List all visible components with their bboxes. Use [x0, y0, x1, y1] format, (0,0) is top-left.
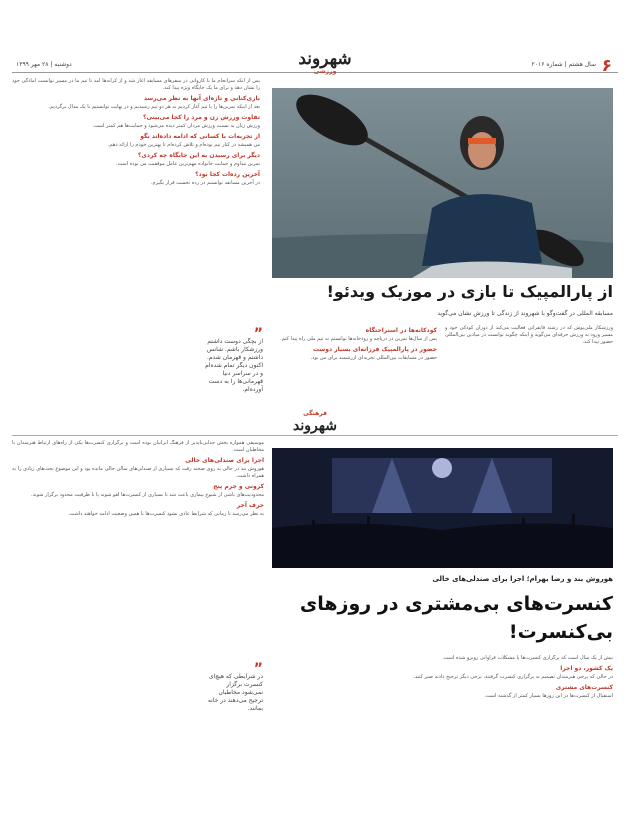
paragraph: استقبال از کنسرت‌ها در این روزها بسیار کمتر از گذشته است. — [484, 693, 613, 699]
article-headline: کنسرت‌های بی‌مشتری در روزهای بی‌کنسرت! — [299, 593, 613, 643]
paragraph: بیش از یک سال است که برگزاری کنسرت‌ها با مشکلات فراوانی روبرو شده است. — [442, 655, 613, 661]
paragraph: بعد از اینکه تمرین‌ها را با تیم آغاز کردیم به هر دو تیم رسیدیم و در نهایت توانستیم با یک مدال برگردیم. — [48, 104, 260, 110]
subheading: کنسرت‌های مشتری — [555, 684, 613, 691]
quote-text: از بچگی دوست داشتم ورزشکار باشم. شانس داشتم و قهرمان شدم. اکنون دیگر تمام شده‌ام و در سراسر دنیا قهرمانی‌ها را به دست آورده‌ام. — [205, 338, 263, 393]
subheading: بازی‌کنانی و تازه‌ای آنها به نظر می‌رسد — [143, 95, 260, 102]
subheading: تفاوت ورزش زن و مرد را کجا می‌بینی؟ — [142, 114, 260, 121]
subheading: کودکانه‌ها در استراحتگاه — [365, 327, 437, 334]
section-divider — [12, 435, 618, 436]
paragraph: پس از آنکه سرانجام ما با کاروانی در سفرهای مسابقه آغاز شد و از کرانه‌ها آمد تا تیم ما در مسیر توانست آمادگی خود را نشان دهد و برای ما یک جایگاه ویژه پیدا کند. — [12, 78, 260, 91]
subheading: اجرا برای صندلی‌های خالی — [185, 457, 264, 464]
paragraph: من همیشه در کنار تیم بوده‌ام و تلاش کرده‌ام تا بهترین خودم را ارائه دهم. — [107, 142, 260, 148]
subheading: کرونی و جرم پنج — [213, 483, 264, 490]
paragraph: در آخرین مسابقه توانستم در رده نخست قرار بگیرم. — [150, 180, 260, 186]
paragraph: حضور در مسابقات بین‌المللی تجربه‌ای ارزشمند برای من بود. — [310, 355, 437, 361]
section-label: ورزشی — [313, 68, 337, 75]
paragraph: هوروش بند در حالی به روی صحنه رفت که بسیاری از صندلی‌های سالن خالی مانده بود و این موضوع بحث‌های زیادی را به همراه داشت. — [12, 466, 264, 479]
page-number: ۶ — [601, 56, 612, 76]
article-lead: مسابقه المللی در گفت‌وگو با شهروند از زندگی تا ورزش نشان می‌گوید — [437, 310, 613, 317]
issue-info: سال هشتم | شماره ۲۰۱۶ — [531, 61, 596, 68]
concert-article-body-right — [272, 655, 613, 810]
newspaper-logo — [290, 50, 360, 75]
masthead — [12, 48, 618, 76]
subheading: حضور در پارالمپیک فرزانه‌ای بسیار دوست — [313, 346, 437, 353]
paragraph: ورزشکار ملی‌پوش که در رشته قایقرانی فعالیت می‌کند از دوران کودکی خود و مسیر ورود به ورزش حرفه‌ای می‌گوید و اینکه چگونه توانست در میادین بین‌المللی حضور پیدا کند. — [445, 325, 613, 345]
article-kicker: هوروش بند و رضا بهرام؛ اجرا برای صندلی‌های خالی — [432, 575, 613, 583]
article-body-right — [445, 325, 613, 403]
concert-article-body — [12, 440, 264, 808]
subheading: آخرین رده‌ات کجا بود؟ — [195, 171, 260, 178]
subheading: یک کشور، دو اجرا — [560, 665, 613, 672]
subheading: از تجربه‌ات با کسانی که ادامه داده‌اند بگو — [140, 133, 260, 140]
paragraph: به نظر می‌رسد تا زمانی که شرایط عادی نشود کنسرت‌ها با همین وضعیت ادامه خواهند داشت. — [68, 511, 264, 517]
quote-mark-icon: ” — [253, 326, 263, 342]
paragraph: تمرین مداوم و حمایت خانواده مهم‌ترین عامل موفقیت من بوده است. — [116, 161, 260, 167]
issue-date: دوشنبه | ۲۸ مهر ۱۳۹۹ — [16, 61, 72, 68]
article-body-left — [272, 325, 437, 403]
subheading: حرف آخر — [236, 502, 264, 509]
pull-quote — [205, 326, 263, 394]
kayak-athlete-photo — [272, 88, 613, 278]
paragraph: پس از سال‌ها تمرین در دریاچه و رودخانه‌ها توانستم به تیم ملی راه پیدا کنم. — [280, 336, 437, 342]
paragraph: ورزش زنان به نسبت ورزش مردان کمتر دیده می‌شود و حمایت‌ها هم کمتر است. — [92, 123, 260, 129]
quote-text: در شرایطی که هیچ‌ای کنسرت برگزار نمی‌شود مخاطبان ترجیح می‌دهند در خانه بمانند. — [207, 673, 263, 712]
logo-text: شهروند — [293, 418, 337, 434]
pull-quote — [205, 661, 263, 713]
section-label: فرهنگی — [303, 410, 327, 417]
logo-text: شهروند — [298, 49, 352, 69]
concert-photo — [272, 448, 613, 568]
subheading: دیگر برای رسیدن به این جایگاه چه کردی؟ — [137, 152, 260, 159]
quote-mark-icon: ” — [253, 661, 263, 677]
article-headline: از پارالمپیک تا بازی در موزیک ویدئو! — [326, 282, 613, 301]
paragraph: در حالی که برخی هنرمندان تصمیم به برگزاری کنسرت گرفتند، برخی دیگر ترجیح دادند صبر کنند. — [413, 674, 613, 680]
paragraph: محدودیت‌های ناشی از شیوع بیماری باعث شد تا بسیاری از کنسرت‌ها لغو شوند یا با ظرفیت محدود برگزار شوند. — [31, 492, 264, 498]
paragraph: موسیقی همواره بخش جدایی‌ناپذیر از فرهنگ ایرانیان بوده است و برگزاری کنسرت‌ها یکی از راه‌های ارتباط هنرمندان با مخاطبان است. — [12, 440, 264, 453]
culture-section-logo — [275, 410, 355, 435]
